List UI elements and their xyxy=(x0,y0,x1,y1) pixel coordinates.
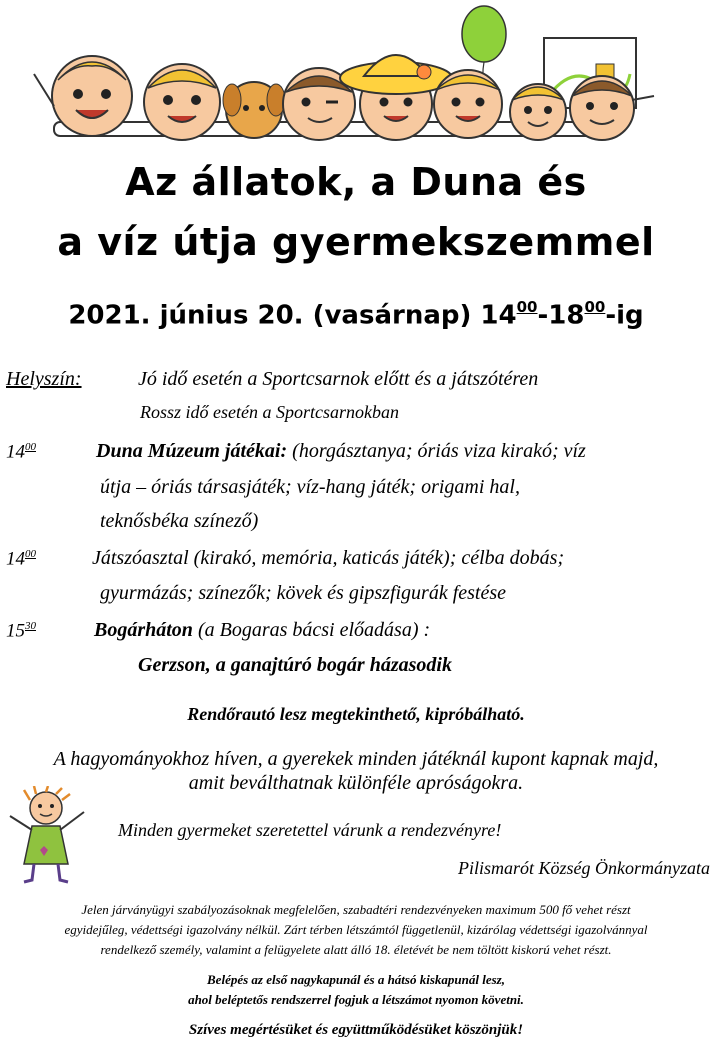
child-face-2 xyxy=(144,64,220,140)
location-good-weather: Jó idő esetén a Sportcsarnok előtt és a játszótéren xyxy=(138,368,539,390)
child-face-5 xyxy=(434,70,502,138)
entry-line-2: ahol beléptetős rendszerrel fogjuk a létszámot nyomon követni. xyxy=(188,992,524,1007)
title-line-2: a víz útja gyermekszemmel xyxy=(57,220,655,264)
schedule-item-2-line-1: Játszóasztal (kirakó, memória, katicás játék); célba dobás; xyxy=(92,547,565,569)
date-end-hour: -18 xyxy=(537,300,585,331)
covid-notice-line-3: rendelkező személy, valamint a felügyelete alatt álló 18. életévét be nem töltött kiskorú vehet részt. xyxy=(100,942,612,957)
location-bad-weather: Rossz idő esetén a Sportcsarnokban xyxy=(140,402,399,422)
children-banner-illustration xyxy=(14,4,664,152)
schedule-time-2: $14^{00}$ xyxy=(6,548,36,570)
schedule-time-3: $15^{30}$ xyxy=(6,620,36,642)
location-label: Helyszín: xyxy=(6,368,82,390)
coupon-line-1: A hagyományokhoz híven, a gyerekek minden játéknál kupont kapnak majd, xyxy=(53,748,659,770)
schedule-time-1: $14^{00}$ xyxy=(6,441,36,463)
schedule-item-1-line-3: teknősbéka színező) xyxy=(100,510,259,532)
date-suffix: -ig xyxy=(605,300,644,331)
schedule-item-3-title: Bogárháton xyxy=(94,619,193,641)
child-face-7 xyxy=(570,76,654,140)
schedule-item-3-line-2: Gerzson, a ganajtúró bogár házasodik xyxy=(138,654,452,676)
schedule-item-3-line-1: Bogárháton (a Bogaras bácsi előadása) : xyxy=(94,619,431,641)
organizer-name: Pilismarót Község Önkormányzata xyxy=(458,858,710,878)
event-date xyxy=(0,300,712,331)
title-line-1: Az állatok, a Duna és xyxy=(125,160,587,204)
schedule-item-1-line-1: Duna Múzeum játékai: (horgásztanya; óriás viza kirakó; víz xyxy=(96,440,586,462)
thanks-text: Szíves megértésüket és együttműködésüket köszönjük! xyxy=(188,1022,524,1038)
end-minutes: 00 xyxy=(584,298,606,316)
police-car-note: Rendőrautó lesz megtekinthető, kipróbálható. xyxy=(187,704,525,724)
coupon-line-2: amit beválthatnak különféle apróságokra. xyxy=(188,772,524,794)
entry-line-1: Belépés az első nagykapunál és a hátsó kiskapunál lesz, xyxy=(207,972,505,987)
waving-child-illustration xyxy=(4,786,90,886)
start-minutes: 00 xyxy=(516,298,538,316)
date-text: 2021. június 20. (vasárnap) 14 xyxy=(68,300,517,331)
schedule-item-1-title: Duna Múzeum játékai: xyxy=(96,440,288,462)
schedule-item-1-line-2: útja – óriás társasjáték; víz-hang játék; origami hal, xyxy=(100,476,520,498)
child-face-6 xyxy=(510,84,566,140)
welcome-text: Minden gyermeket szeretettel várunk a rendezvényre! xyxy=(118,820,502,840)
covid-notice-line-2: egyidejűleg, védettségi igazolvány nélkül. Zárt térben létszámtól függetlenül, kizárólag védettségi igazolvánnyal xyxy=(64,922,648,937)
covid-notice-line-1: Jelen járványügyi szabályozásoknak megfelelően, szabadtéri rendezvényeken maximum 500 fő vehet részt xyxy=(81,902,631,917)
schedule-item-2-line-2: gyurmázás; színezők; kövek és gipszfigurák festése xyxy=(100,582,507,604)
child-face-1 xyxy=(34,56,132,136)
